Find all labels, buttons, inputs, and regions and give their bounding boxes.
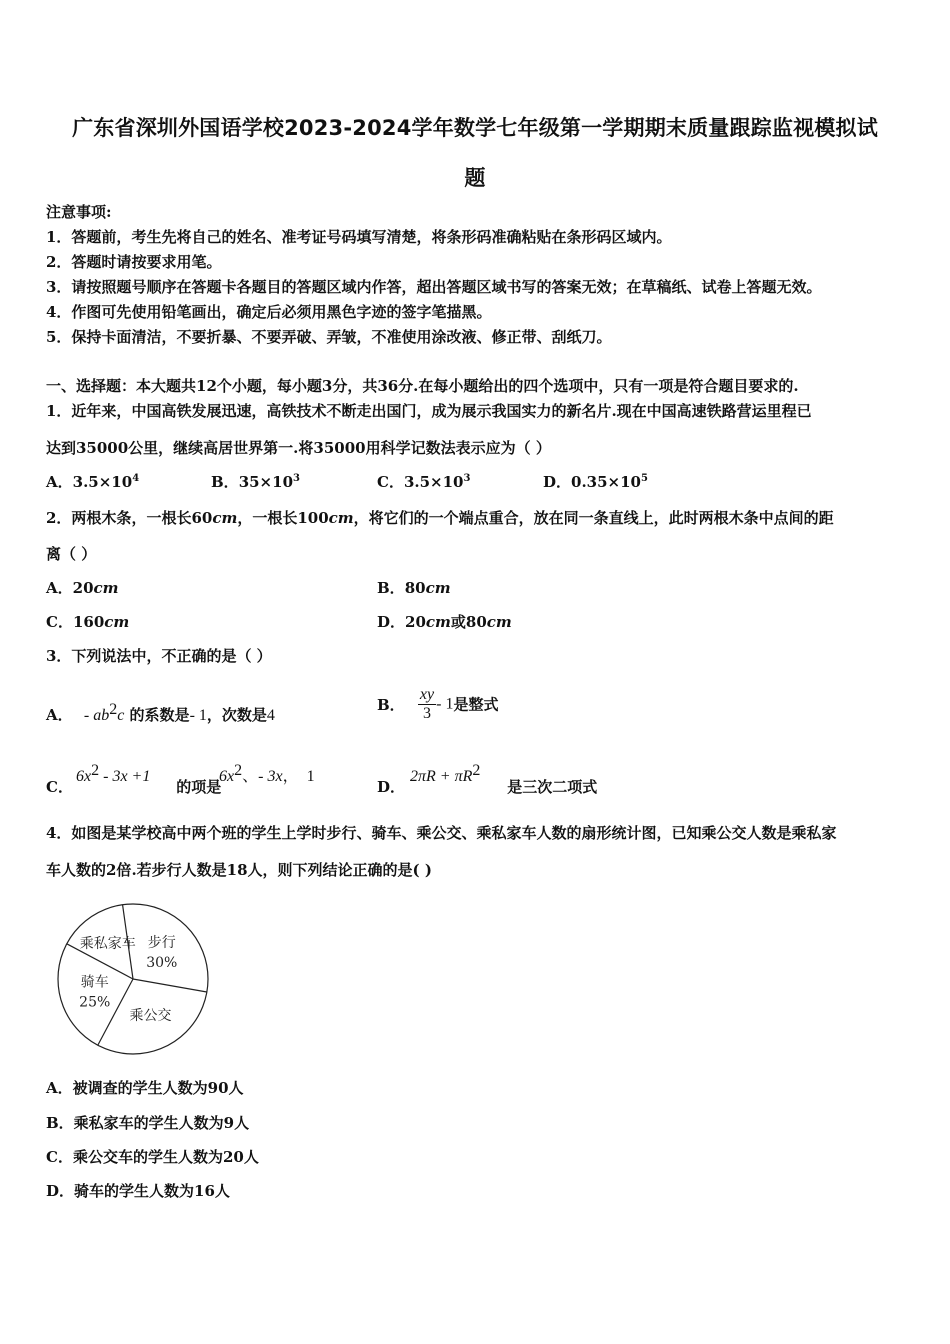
exam-title-line1: 广东省深圳外国语学校2023-2024学年数学七年级第一学期期末质量跟踪监视模拟试 <box>72 116 878 140</box>
q1-option-d: D．$0.35\times 10^5$ <box>543 473 648 491</box>
notice-item: 1．答题前，考生先将自己的姓名、准考证号码填写清楚，将条形码准确粘贴在条形码区域内。 <box>46 228 672 246</box>
q2-option-b: B．80cm <box>377 579 451 597</box>
pie-slice-percent: 30% <box>146 955 178 972</box>
q1-option-c: C．$3.5\times 10^3$ <box>377 473 471 491</box>
pie-slice-percent: 25% <box>79 994 111 1011</box>
exam-title-line2: 题 <box>464 166 486 190</box>
q4-stem-line2: 车人数的2倍.若步行人数是18人，则下列结论正确的是( ) <box>46 861 432 879</box>
pie-slice-label: 步行 <box>147 935 176 952</box>
q3-option-a: A． - $ab^2c$ 的系数是- 1，次数是4 <box>46 701 275 724</box>
q4-option-d: D．骑车的学生人数为16人 <box>46 1182 230 1200</box>
q3-option-c: C． 的项是 <box>46 778 222 796</box>
notice-heading: 注意事项: <box>46 203 112 221</box>
notice-item: 4．作图可先使用铅笔画出，确定后必须用黑色字迹的签字笔描黑。 <box>46 303 492 321</box>
q4-stem-line1: 4．如图是某学校高中两个班的学生上学时步行、骑车、乘公交、乘私家车人数的扇形统计图，已知乘公交人数是乘私家 <box>46 824 837 842</box>
q4-option-b: B．乘私家车的学生人数为9人 <box>46 1114 250 1132</box>
q1-stem-line2: 达到35000公里，继续高居世界第一.将35000用科学记数法表示应为（ ） <box>46 439 551 457</box>
q2-option-c: C．160cm <box>46 613 130 631</box>
notice-item: 3．请按照题号顺序在答题卡各题目的答题区域内作答，超出答题区域书写的答案无效；在草稿纸、试卷上答题无效。 <box>46 278 822 296</box>
q2-option-d: D．20cm或80cm <box>377 613 512 631</box>
q3-stem: 3．下列说法中，不正确的是（ ） <box>46 647 272 665</box>
pie-slice-boundary <box>133 979 207 992</box>
q3-option-b: B． $\frac{xy}{3}$ - 1是整式 <box>377 686 499 722</box>
pie-slice-label: 骑车 <box>80 974 109 991</box>
q3-option-d: D． 是三次二项式 <box>377 778 598 796</box>
pie-chart <box>48 894 218 1064</box>
pie-slice-label: 乘私家车 <box>79 935 136 952</box>
q2-stem-line2: 离（ ） <box>46 545 97 563</box>
q1-stem-line1: 1．近年来，中国高铁发展迅速，高铁技术不断走出国门，成为展示我国实力的新名片.现在中国高速铁路营运里程已 <box>46 402 812 420</box>
section-heading: 一、选择题：本大题共12个小题，每小题3分，共36分.在每小题给出的四个选项中，只有一项是符合题目要求的. <box>46 377 799 395</box>
q4-option-a: A．被调查的学生人数为90人 <box>46 1079 244 1097</box>
notice-item: 2．答题时请按要求用笔。 <box>46 253 222 271</box>
q3-option-c-expr: $6x^2 - 3x +1$ <box>76 762 151 785</box>
notice-item: 5．保持卡面清洁，不要折暴、不要弄破、弄皱，不准使用涂改液、修正带、刮纸刀。 <box>46 328 612 346</box>
q4-option-c: C．乘公交车的学生人数为20人 <box>46 1148 259 1166</box>
q3-option-c-terms: $6x^2$、- 3x， 1 <box>219 762 315 785</box>
q1-option-a: A．$3.5\times 10^4$ <box>46 473 140 491</box>
q2-option-a: A．20cm <box>46 579 119 597</box>
q2-stem-line1: 2．两根木条，一根长60cm，一根长100cm，将它们的一个端点重合，放在同一条直线上，此时两根木条中点间的距 <box>46 509 834 527</box>
q1-option-b: B．$35\times 10^3$ <box>211 473 300 491</box>
q3-b-fraction: $\frac{xy}{3}$ <box>419 686 435 722</box>
pie-slice-label: 乘公交 <box>129 1007 172 1024</box>
q3-option-d-expr: $2\pi R + \pi R^2$ <box>410 762 481 785</box>
